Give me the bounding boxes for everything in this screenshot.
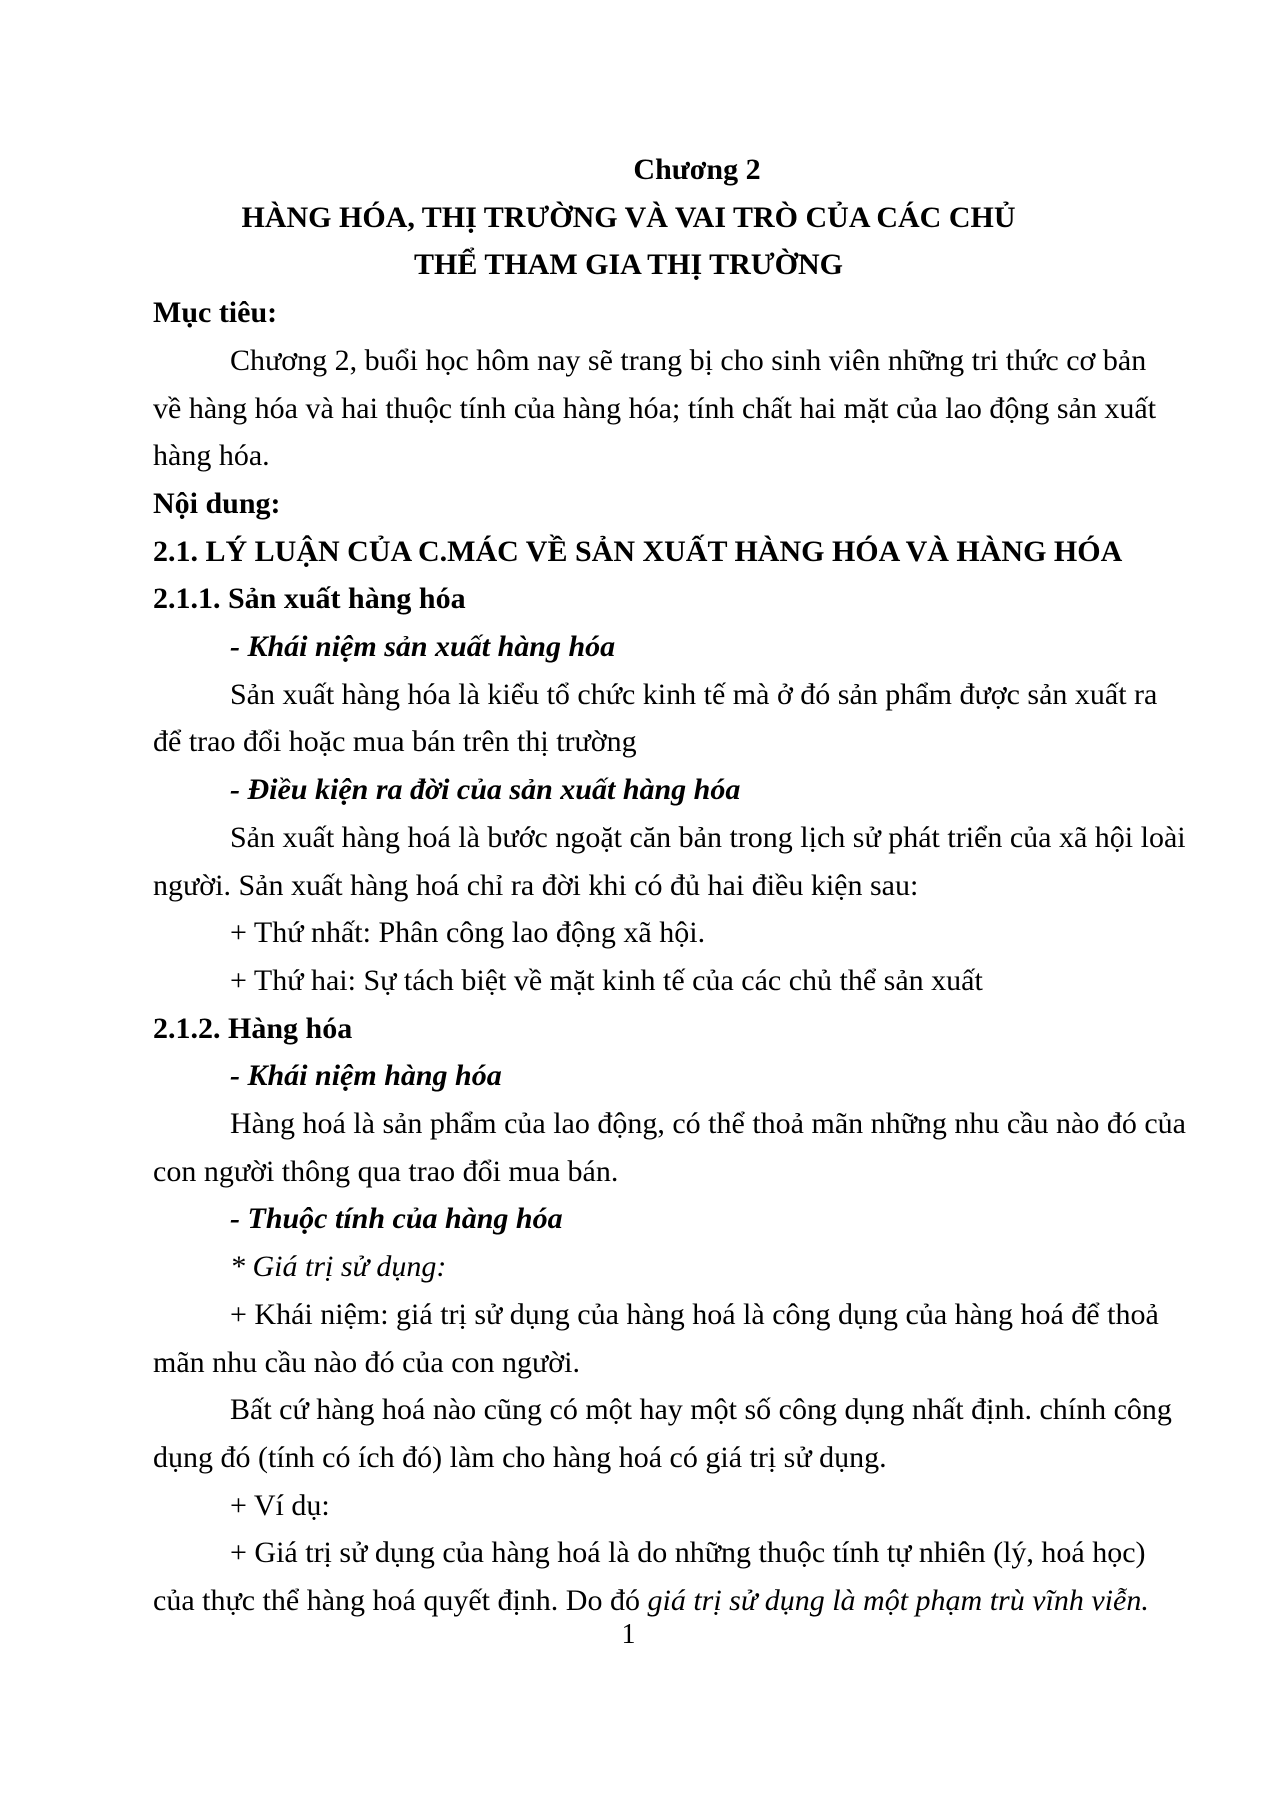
paragraph-line: mãn nhu cầu nào đó của con người. [153,1345,581,1379]
page-number: 1 [621,1619,636,1650]
paragraph-line: dụng đó (tính có ích đó) làm cho hàng hoá có giá trị sử dụng. [153,1440,887,1474]
paragraph-line: để trao đổi hoặc mua bán trên thị trường [153,725,637,759]
paragraph-line: Sản xuất hàng hóa là kiểu tổ chức kinh tế mà ở đó sản phẩm được sản xuất ra [230,677,1158,711]
list-item-thu-hai: + Thứ hai: Sự tách biệt về mặt kinh tế của các chủ thể sản xuất [230,963,983,997]
chapter-heading: Chương 2 [633,153,761,186]
paragraph-line: Chương 2, buổi học hôm nay sẽ trang bị cho sinh viên những tri thức cơ bản [230,343,1147,377]
subheading-khai-niem-san-xuat-hang-hoa: - Khái niệm sản xuất hàng hóa [230,630,616,664]
document-title-line-2: THỂ THAM GIA THỊ TRƯỜNG [414,248,843,282]
subheading-dieu-kien-ra-doi: - Điều kiện ra đời của sản xuất hàng hóa [230,773,741,807]
paragraph-line: Bất cứ hàng hoá nào cũng có một hay một số công dụng nhất định. chính công [230,1393,1172,1427]
document-title-line-1: HÀNG HÓA, THỊ TRƯỜNG VÀ VAI TRÒ CỦA CÁC CHỦ [241,200,1016,234]
paragraph-line: người. Sản xuất hàng hoá chỉ ra đời khi có đủ hai điều kiện sau: [153,868,919,902]
paragraph-text-segment: giá trị sử dụng là một phạm trù vĩnh viễn. [647,1584,1149,1618]
document-body [153,146,1186,1625]
section-label-muc-tieu: Mục tiêu: [153,296,278,330]
paragraph-line: Sản xuất hàng hoá là bước ngoặt căn bản trong lịch sử phát triển của xã hội loài [230,820,1186,854]
subheading-gia-tri-su-dung: * Giá trị sử dụng: [230,1250,447,1284]
paragraph-line: hàng hóa. [153,439,270,473]
subheading-thuoc-tinh-cua-hang-hoa: - Thuộc tính của hàng hóa [230,1202,563,1236]
paragraph-line: + Giá trị sử dụng của hàng hoá là do những thuộc tính tự nhiên (lý, hoá học) [230,1536,1146,1570]
paragraph-line: + Khái niệm: giá trị sử dụng của hàng hoá là công dụng của hàng hoá để thoả [230,1297,1159,1331]
section-label-noi-dung: Nội dung: [153,486,281,520]
heading-2-1-1: 2.1.1. Sản xuất hàng hóa [153,582,466,616]
paragraph-text-segment: của thực thể hàng hoá quyết định. Do đó [153,1584,648,1618]
heading-2-1-2: 2.1.2. Hàng hóa [153,1011,353,1045]
paragraph-line: con người thông qua trao đổi mua bán. [153,1154,619,1188]
paragraph-line: Hàng hoá là sản phẩm của lao động, có thể thoả mãn những nhu cầu nào đó của [230,1107,1186,1141]
list-item-thu-nhat: + Thứ nhất: Phân công lao động xã hội. [230,916,706,950]
paragraph-line: về hàng hóa và hai thuộc tính của hàng hóa; tính chất hai mặt của lao động sản xuất [153,391,1157,425]
list-item-vi-du: + Ví dụ: [230,1488,330,1522]
heading-2-1: 2.1. LÝ LUẬN CỦA C.MÁC VỀ SẢN XUẤT HÀNG HÓA VÀ HÀNG HÓA [153,534,1123,568]
subheading-khai-niem-hang-hoa: - Khái niệm hàng hóa [230,1059,502,1093]
